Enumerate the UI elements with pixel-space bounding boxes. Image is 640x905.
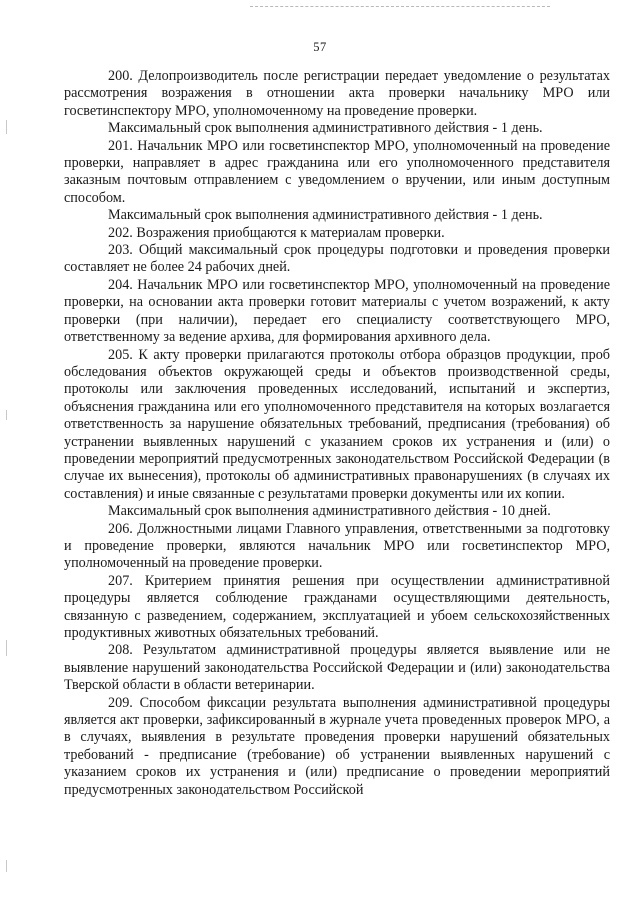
document-body: [64, 68, 610, 799]
scan-margin-mark: [6, 640, 7, 656]
paragraph-206: 206. Должностными лицами Главного управления, ответственными за подготовку и проведение проверки, являются начальник МРО или госветинспектор МРО, уполномоченный на проведение проверки.: [64, 520, 610, 572]
paragraph-203: 203. Общий максимальный срок процедуры подготовки и проведения проверки составляет не более 24 рабочих дней.: [64, 242, 610, 276]
scan-artifact-line: [250, 6, 550, 8]
scan-margin-mark: [6, 860, 7, 872]
paragraph-207: 207. Критерием принятия решения при осуществлении административной процедуры является соблюдение гражданами осуществляющими деятельность, связанную с разведением, содержанием, эксплуатацией и убоем сельскохозяйственных продуктивных животных обязательных требований.: [64, 572, 610, 641]
paragraph-200: 200. Делопроизводитель после регистрации передает уведомление о результатах рассмотрения возражения в отношении акта проверки начальнику МРО или госветинспектору МРО, уполномоченному на проведение проверки.: [64, 68, 610, 119]
paragraph-200-deadline: Максимальный срок выполнения административного действия - 1 день.: [108, 120, 543, 137]
paragraph-205-deadline: Максимальный срок выполнения административного действия - 10 дней.: [108, 503, 551, 520]
paragraph-204: 204. Начальник МРО или госветинспектор МРО, уполномоченный на проведение проверки, на основании акта проверки готовит материалы с учетом возражений, к акту проверки (при наличии), передает его специалисту соответствующего МРО, ответственному за ведение архива, для формирования архивного дела.: [64, 276, 610, 346]
paragraph-201-deadline: Максимальный срок выполнения административного действия - 1 день.: [108, 207, 543, 224]
scan-margin-mark: [6, 410, 7, 420]
paragraph-202: 202. Возражения приобщаются к материалам проверки.: [108, 224, 445, 241]
paragraph-208: 208. Результатом административной процедуры является выявление или не выявление нарушений законодательства Российской Федерации и (или) законодательства Тверской области в области ветеринарии.: [64, 642, 610, 694]
page-number: 57: [313, 40, 327, 54]
paragraph-205: 205. К акту проверки прилагаются протоколы отбора образцов продукции, проб обследования объектов окружающей среды и объектов производственной среды, протоколы или заключения проведенных исследований, испытаний и экспертиз, объяснения гражданина или его уполномоченного представителя на которых возлагается ответственность за нарушение обязательных требований, предписания (требования) об устранении выявленных нарушений с указанием сроков их устранения и (или) о проведении мероприятий предусмотренных законодательством Российской Федерации (в случае их вынесения), протоколы об административных правонарушениях (в случаях их составления) и иные связанные с результатами проверки документы или их копии.: [64, 346, 610, 502]
scan-margin-mark: [6, 120, 7, 134]
paragraph-209: 209. Способом фиксации результата выполнения административной процедуры является акт проверки, зафиксированный в журнале учета проведенных проверок МРО, а в случаях, выявления в результате проведения проверки нарушений обязательных требований - предписание (требование) об устранении выявленных нарушений с указанием сроков их устранения и (или) предписание о проведении мероприятий предусмотренных законодательством Российской: [64, 694, 610, 798]
paragraph-201: 201. Начальник МРО или госветинспектор МРО, уполномоченный на проведение проверки, направляет в адрес гражданина или его уполномоченного представителя заказным почтовым отправлением с уведомлением о вручении, или иным доступным способом.: [64, 137, 610, 206]
